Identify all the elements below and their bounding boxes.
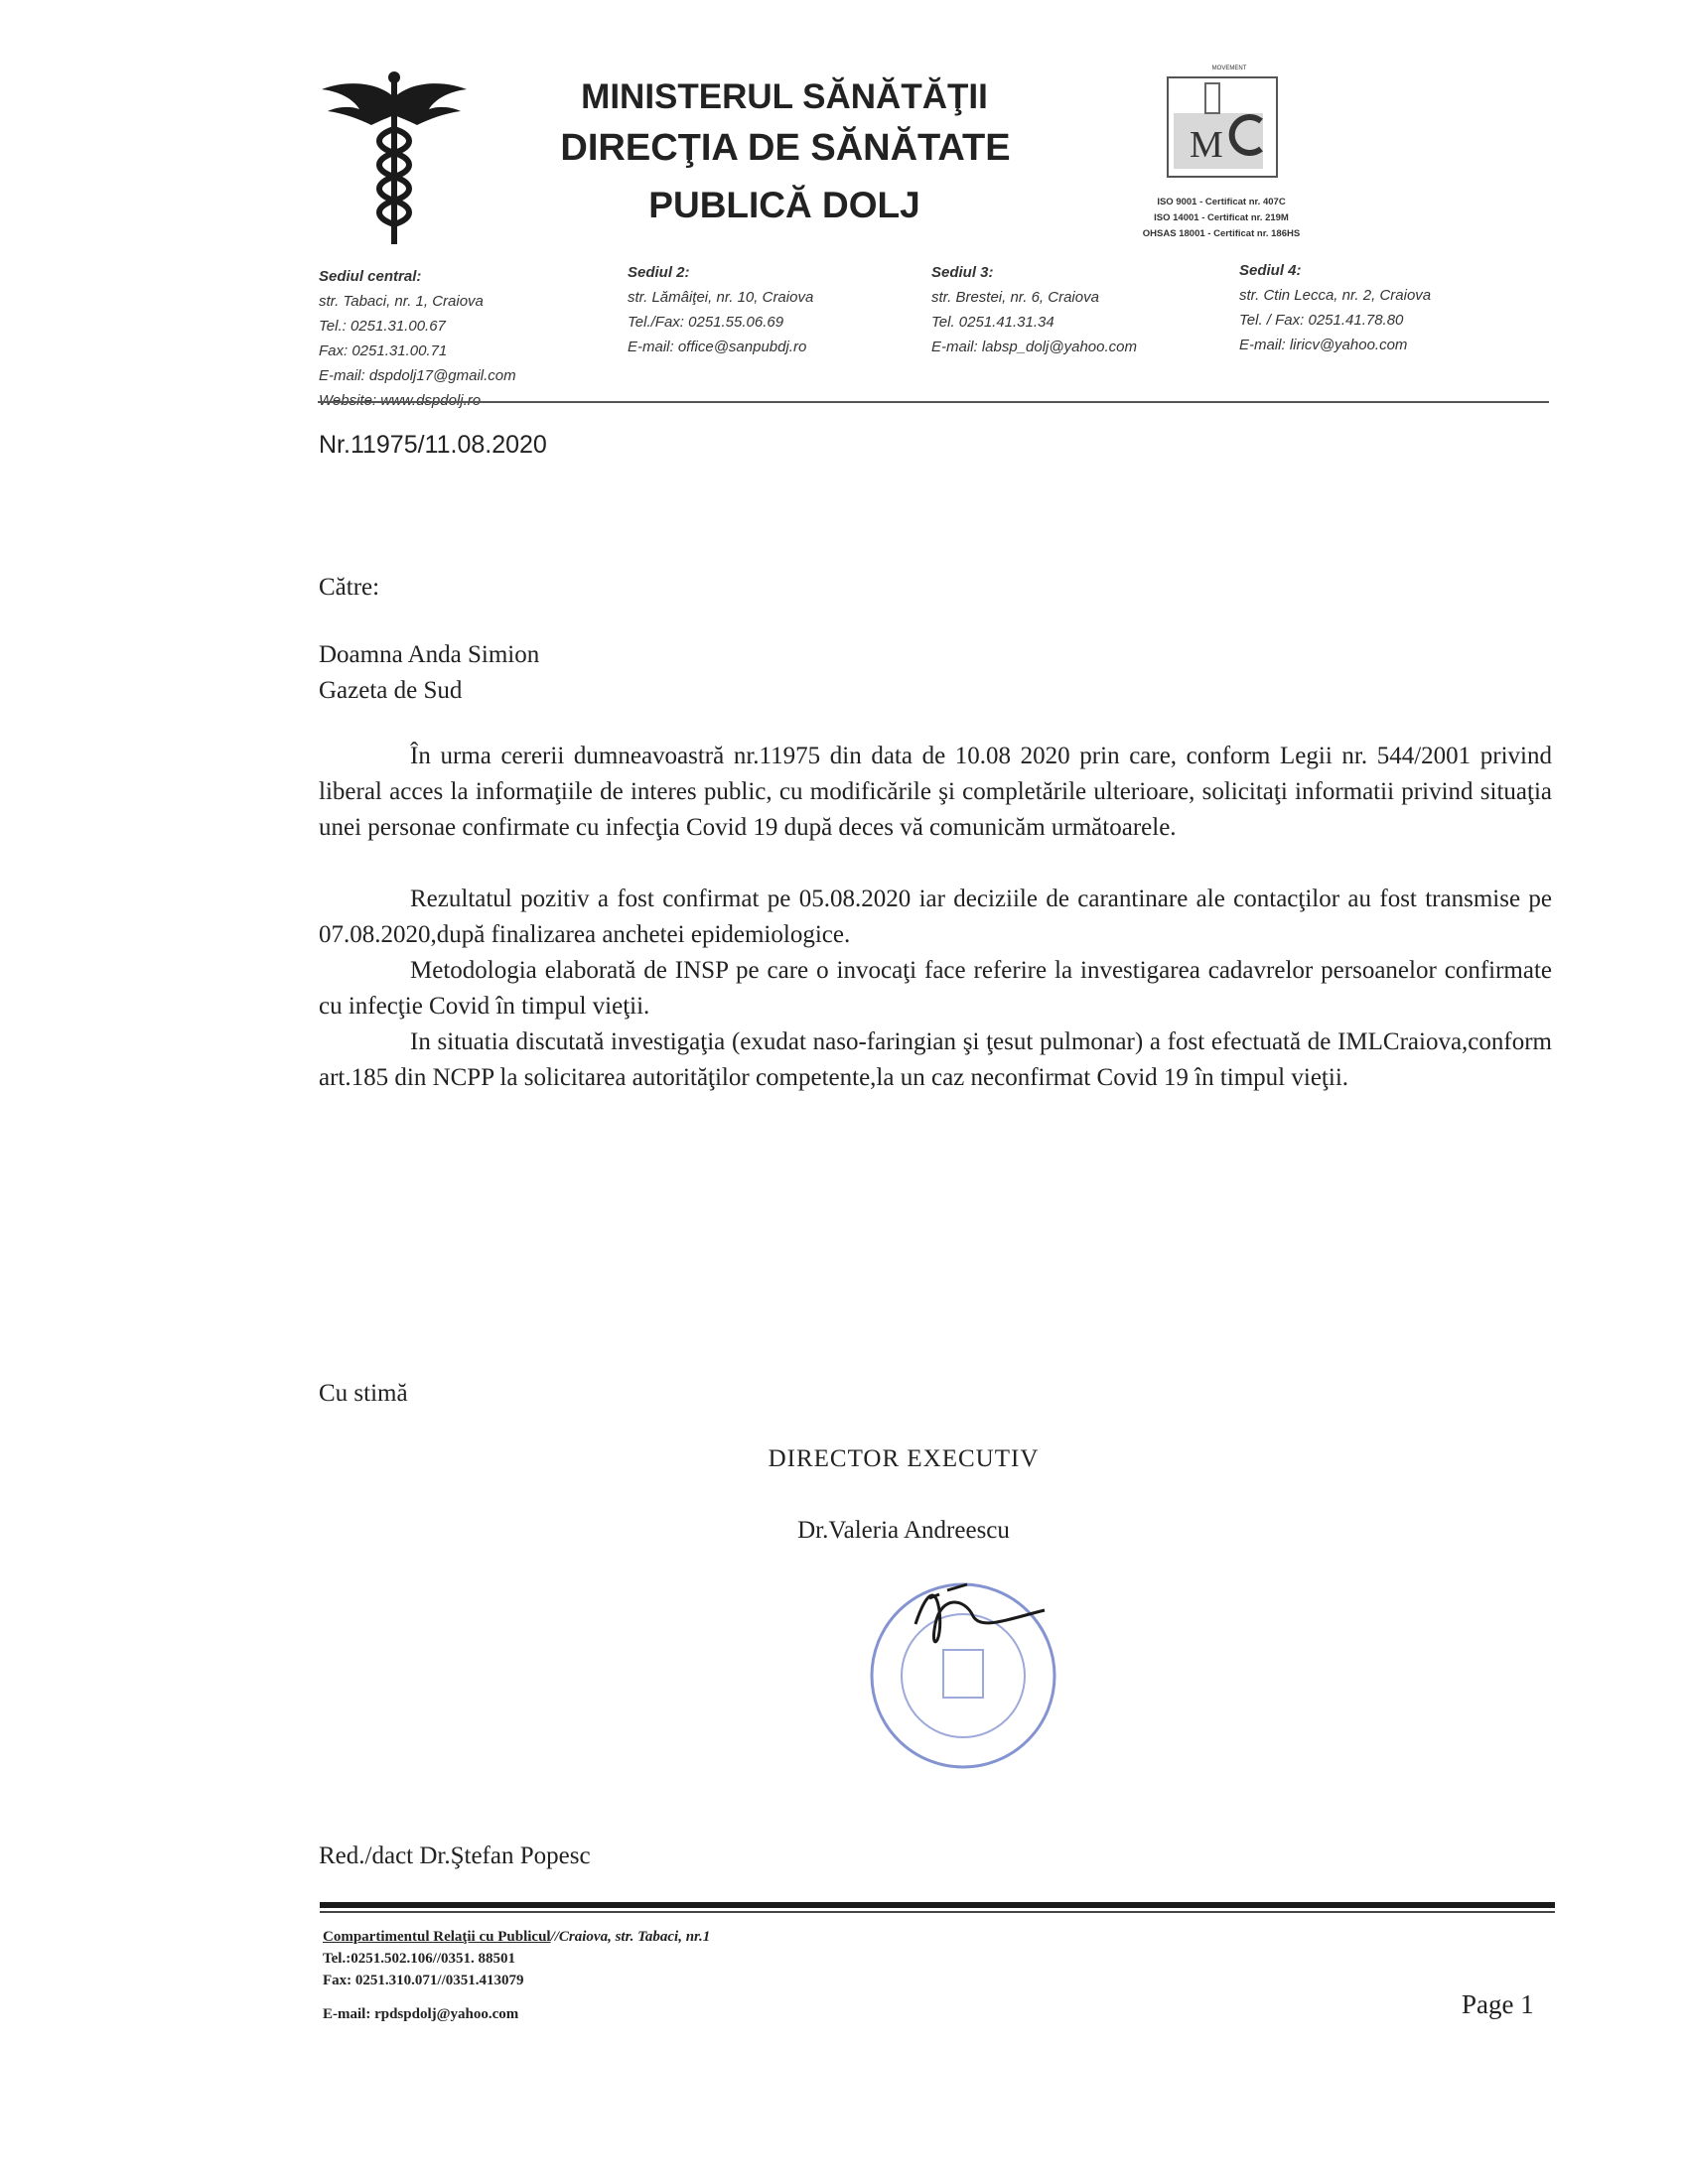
recipient-organization: Gazeta de Sud <box>319 677 463 704</box>
office-line: Tel./Fax: 0251.55.06.69 <box>628 314 784 331</box>
signatory-role: DIRECTOR EXECUTIV <box>768 1445 1040 1472</box>
office-line: str. Tabaci, nr. 1, Craiova <box>319 293 484 310</box>
office-3 <box>931 260 1229 359</box>
signatory-name: Dr.Valeria Andreescu <box>797 1517 1010 1544</box>
office-line: str. Lămâiţei, nr. 10, Craiova <box>628 289 814 306</box>
directorate-title: DIRECŢIA DE SĂNĂTATE <box>560 127 1011 169</box>
office-central <box>319 264 617 413</box>
footer-tel: Tel.:0251.502.106//0351. 88501 <box>323 1951 516 1967</box>
to-label: Către: <box>319 574 380 601</box>
office-heading: Sediul 4: <box>1239 262 1302 279</box>
header-divider <box>318 401 1549 403</box>
office-4 <box>1239 258 1537 357</box>
body-paragraph: În urma cererii dumneavoastră nr.11975 din data de 10.08 2020 prin care, conform Legii nr. 544/2001 privind liberal acces la informaţiile de interes public, cu modificările şi completările ulterioare, solicitaţi informatii privind situaţia unei personae confirmate cu infecţia Covid 19 după deces vă comunicăm următoarele. <box>319 743 1552 841</box>
office-line: E-mail: dspdolj17@gmail.com <box>319 367 516 384</box>
footer-department-address: //Craiova, str. Tabaci, nr.1 <box>550 1929 711 1945</box>
office-line: E-mail: office@sanpubdj.ro <box>628 339 807 355</box>
closing-salutation: Cu stimă <box>319 1380 408 1407</box>
recipient-block <box>319 637 539 709</box>
office-line: Fax: 0251.31.00.71 <box>319 342 448 359</box>
svg-text:M: M <box>1190 124 1223 166</box>
footer-email: E-mail: rpdspdolj@yahoo.com <box>323 2006 519 2022</box>
office-line: E-mail: liricv@yahoo.com <box>1239 337 1408 353</box>
body-paragraph: Rezultatul pozitiv a fost confirmat pe 05.08.2020 iar deciziile de carantinare ale contacţilor au fost transmise pe 07.08.2020,după finalizarea anchetei epidemiologice. <box>319 886 1552 948</box>
office-line: str. Ctin Lecca, nr. 2, Craiova <box>1239 287 1432 304</box>
cert-iso9001: ISO 9001 - Certificat nr. 407C <box>1157 197 1286 207</box>
office-line: Tel. / Fax: 0251.41.78.80 <box>1239 312 1404 329</box>
footer-divider-thin <box>320 1911 1555 1913</box>
document-number: Nr.11975/11.08.2020 <box>319 431 547 459</box>
certification-list <box>1082 195 1360 242</box>
official-stamp-with-signature <box>856 1555 1084 1783</box>
directorate-subtitle: PUBLICĂ DOLJ <box>648 185 920 225</box>
footer-fax: Fax: 0251.310.071//0351.413079 <box>323 1973 524 1988</box>
mc-certification-logo <box>1162 73 1287 183</box>
caduceus-logo <box>320 69 469 248</box>
body-paragraph: In situatia discutată investigaţia (exudat naso-faringian şi ţesut pulmonar) a fost efectuată de IMLCraiova,conform art.185 din NCPP la solicitarea autorităţilor competente,la un caz neconfirmat Covid 19 în timpul vieţii. <box>319 1028 1552 1091</box>
page-number: Page 1 <box>1462 1989 1534 2019</box>
office-2 <box>628 260 925 359</box>
office-line: Tel.: 0251.31.00.67 <box>319 318 446 335</box>
footer-divider <box>320 1902 1555 1908</box>
cert-iso14001: ISO 14001 - Certificat nr. 219M <box>1154 212 1289 223</box>
office-heading: Sediul 3: <box>931 264 994 281</box>
ministry-title: MINISTERUL SĂNĂTĂŢII <box>581 77 988 116</box>
prepared-by: Red./dact Dr.Ştefan Popesc <box>319 1843 591 1869</box>
recipient-name: Doamna Anda Simion <box>319 641 540 668</box>
office-line: str. Brestei, nr. 6, Craiova <box>931 289 1099 306</box>
footer-department: Compartimentul Relaţii cu Publicul <box>323 1929 551 1945</box>
office-line: Tel. 0251.41.31.34 <box>931 314 1054 331</box>
cert-movement-label: MOVEMENT <box>1211 66 1247 71</box>
office-heading: Sediul central: <box>319 268 422 285</box>
footer-contact <box>323 1926 1117 2025</box>
office-line: E-mail: labsp_dolj@yahoo.com <box>931 339 1137 355</box>
office-heading: Sediul 2: <box>628 264 690 281</box>
body-paragraph: Metodologia elaborată de INSP pe care o invocaţi face referire la investigarea cadavrelor persoanelor confirmate cu infecţie Covid în timpul vieţii. <box>319 957 1552 1020</box>
cert-ohsas18001: OHSAS 18001 - Certificat nr. 186HS <box>1142 228 1301 239</box>
